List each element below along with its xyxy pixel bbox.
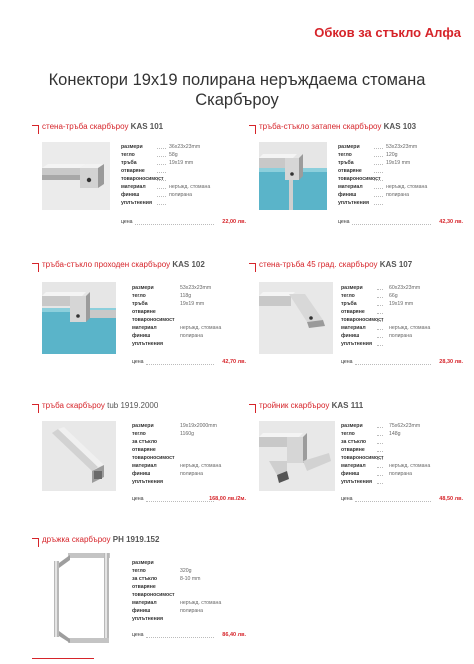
spec-label: уплътнения — [132, 616, 164, 622]
spec-label: уплътнения — [341, 341, 373, 347]
product-header — [249, 401, 464, 413]
dot-leader — [157, 156, 166, 157]
product-header — [32, 401, 247, 413]
spec-value: неръжд. стомана — [386, 184, 428, 190]
page-title-line-2: Скарбъроу — [195, 91, 279, 109]
spec-row — [132, 567, 246, 575]
spec-row — [121, 199, 246, 207]
spec-label: уплътнения — [341, 479, 373, 485]
product-image — [42, 551, 114, 647]
spec-label: размери — [341, 423, 363, 429]
spec-label: товароносимост — [132, 455, 175, 461]
price-row: цена 22,00 лв. — [121, 219, 246, 225]
spec-row — [132, 615, 246, 623]
spec-label: уплътнения — [132, 479, 164, 485]
spec-label: финиш — [132, 608, 151, 614]
dot-leader — [377, 297, 383, 298]
dot-leader — [377, 475, 383, 476]
spec-label: материал — [132, 463, 157, 469]
product-code: KAS 102 — [172, 260, 205, 269]
dot-leader — [374, 204, 383, 205]
product-header — [32, 122, 247, 134]
spec-label: товароносимост — [341, 317, 384, 323]
spec-label: финиш — [338, 192, 357, 198]
dot-leader — [157, 148, 166, 149]
dot-leader — [374, 148, 383, 149]
spec-row — [341, 478, 463, 486]
spec-value: 66g — [389, 293, 398, 299]
price-value: 168,00 лв./2м. — [209, 496, 246, 502]
price-value: 22,00 лв. — [222, 219, 246, 225]
product-card — [32, 122, 247, 247]
dot-leader — [157, 188, 166, 189]
spec-row — [132, 470, 246, 478]
product-card — [32, 401, 247, 526]
spec-label: отваряне — [338, 168, 362, 174]
price-value: 28,30 лв. — [439, 359, 463, 365]
spec-label: уплътнения — [132, 341, 164, 347]
spec-label: товароносимост — [338, 176, 381, 182]
spec-row — [341, 462, 463, 470]
page-title — [0, 70, 474, 110]
spec-value: 118g — [180, 293, 192, 299]
dot-leader — [377, 467, 383, 468]
dot-leader — [377, 443, 383, 444]
spec-label: материал — [132, 600, 157, 606]
spec-row — [121, 175, 246, 183]
dot-leader — [374, 196, 383, 197]
price-value: 86,40 лв. — [222, 632, 246, 638]
dot-leader — [157, 180, 166, 181]
spec-label: материал — [132, 325, 157, 331]
spec-value: полирана — [389, 333, 413, 339]
spec-label: финиш — [341, 333, 360, 339]
spec-row — [338, 175, 463, 183]
spec-label: товароносимост — [341, 455, 384, 461]
spec-row — [132, 284, 246, 292]
spec-row — [132, 316, 246, 324]
spec-table — [341, 422, 463, 486]
spec-row — [341, 446, 463, 454]
dot-leader — [377, 289, 383, 290]
product-image — [259, 142, 327, 210]
spec-label: тръба — [338, 160, 354, 166]
spec-row — [132, 438, 246, 446]
price-value: 42,70 лв. — [222, 359, 246, 365]
spec-row — [338, 159, 463, 167]
spec-value: 19x19 mm — [389, 301, 414, 307]
dot-leader — [377, 427, 383, 428]
spec-value: неръжд. стомана — [180, 463, 222, 469]
spec-value: 19x19 mm — [386, 160, 411, 166]
spec-label: за стъкло — [341, 439, 367, 445]
spec-value: 19x19x2000mm — [180, 423, 217, 429]
dot-leader — [157, 172, 166, 173]
spec-label: тръба — [132, 301, 148, 307]
spec-row — [132, 559, 246, 567]
dot-leader — [374, 180, 383, 181]
price-row: цена 168,00 лв./2м. — [132, 496, 246, 502]
spec-table — [132, 284, 246, 348]
spec-row — [338, 151, 463, 159]
spec-label: размери — [338, 144, 360, 150]
product-name: тръба скарбъроу — [42, 401, 105, 410]
product-header — [249, 260, 464, 272]
spec-label: размери — [132, 560, 154, 566]
spec-label: размери — [341, 285, 363, 291]
spec-row — [132, 462, 246, 470]
spec-table — [338, 143, 463, 207]
spec-row — [338, 183, 463, 191]
spec-row — [121, 159, 246, 167]
spec-value: 320g — [180, 568, 192, 574]
dot-leader — [377, 337, 383, 338]
spec-label: материал — [338, 184, 363, 190]
spec-row — [338, 167, 463, 175]
spec-row — [132, 324, 246, 332]
spec-value: 53x23x23mm — [180, 285, 212, 291]
spec-row — [121, 143, 246, 151]
spec-row — [132, 478, 246, 486]
spec-value: неръжд. стомана — [389, 325, 431, 331]
spec-row — [132, 575, 246, 583]
product-card — [249, 122, 464, 247]
spec-label: товароносимост — [121, 176, 164, 182]
spec-label: тегло — [132, 293, 146, 299]
product-name: тръба-стъкло затапен скарбъроу — [259, 122, 382, 131]
page-title-line-1: Конектори 19х19 полирана неръждаема стомана — [48, 71, 426, 89]
spec-label: уплътнения — [121, 200, 153, 206]
dot-leader — [157, 164, 166, 165]
spec-row — [132, 300, 246, 308]
dot-leader — [377, 459, 383, 460]
dot-leader — [157, 204, 166, 205]
spec-label: тръба — [341, 301, 357, 307]
dot-leader — [374, 156, 383, 157]
spec-label: материал — [341, 325, 366, 331]
spec-value: полирана — [169, 192, 193, 198]
spec-row — [132, 591, 246, 599]
spec-row — [341, 422, 463, 430]
spec-label: тегло — [132, 568, 146, 574]
spec-row — [341, 300, 463, 308]
spec-row — [132, 607, 246, 615]
dot-leader — [377, 329, 383, 330]
product-image — [259, 421, 335, 491]
spec-table — [132, 422, 246, 486]
spec-row — [341, 430, 463, 438]
spec-label: размери — [132, 423, 154, 429]
footer-divider — [32, 658, 94, 659]
spec-value: 36x23x23mm — [169, 144, 201, 150]
price-row: цена 42,70 лв. — [132, 359, 246, 365]
brand-title: Обков за стъкло Алфа — [314, 25, 461, 40]
product-header — [32, 535, 247, 547]
spec-value: 120g — [386, 152, 398, 158]
spec-label: отваряне — [121, 168, 145, 174]
spec-label: финиш — [132, 333, 151, 339]
price-value: 48,50 лв. — [439, 496, 463, 502]
spec-value: 58g — [169, 152, 178, 158]
spec-label: финиш — [121, 192, 140, 198]
spec-row — [132, 583, 246, 591]
dot-leader — [377, 483, 383, 484]
spec-value: 53x23x23mm — [386, 144, 418, 150]
spec-value: 1160g — [180, 431, 195, 437]
product-name: стена-тръба скарбъроу — [42, 122, 129, 131]
spec-value: 75x62x23mm — [389, 423, 421, 429]
product-code: tub 1919.2000 — [107, 401, 159, 410]
dot-leader — [377, 321, 383, 322]
spec-label: за стъкло — [132, 576, 158, 582]
spec-value: полирана — [386, 192, 410, 198]
spec-label: материал — [341, 463, 366, 469]
spec-row — [132, 446, 246, 454]
spec-row — [132, 340, 246, 348]
product-card — [249, 401, 464, 526]
spec-value: 19x19 mm — [169, 160, 194, 166]
spec-value: неръжд. стомана — [169, 184, 211, 190]
spec-label: отваряне — [132, 584, 156, 590]
spec-row — [132, 454, 246, 462]
spec-value: 60x23x23mm — [389, 285, 421, 291]
spec-table — [132, 559, 246, 623]
spec-label: уплътнения — [338, 200, 370, 206]
spec-value: полирана — [180, 471, 204, 477]
spec-label: материал — [121, 184, 146, 190]
product-card — [249, 260, 464, 385]
spec-label: отваряне — [132, 447, 156, 453]
spec-row — [121, 183, 246, 191]
dot-leader — [157, 196, 166, 197]
dot-leader — [374, 164, 383, 165]
dot-leader — [377, 313, 383, 314]
spec-label: отваряне — [341, 447, 365, 453]
spec-label: тегло — [132, 431, 146, 437]
dot-leader — [377, 451, 383, 452]
product-image — [42, 421, 116, 491]
spec-label: тегло — [121, 152, 135, 158]
spec-value: полирана — [389, 471, 413, 477]
spec-row — [132, 430, 246, 438]
product-code: KAS 101 — [130, 122, 164, 131]
dot-leader — [377, 305, 383, 306]
spec-row — [132, 292, 246, 300]
product-name: тройник скарбъроу — [259, 401, 330, 410]
spec-label: размери — [121, 144, 143, 150]
spec-label: за стъкло — [132, 439, 158, 445]
spec-row — [132, 308, 246, 316]
spec-row — [132, 332, 246, 340]
spec-row — [341, 308, 463, 316]
spec-value: неръжд. стомана — [180, 325, 222, 331]
spec-row — [341, 438, 463, 446]
price-row: цена 86,40 лв. — [132, 632, 246, 638]
spec-label: товароносимост — [132, 592, 175, 598]
price-row: цена 42,30 лв. — [338, 219, 463, 225]
spec-row — [132, 599, 246, 607]
price-value: 42,30 лв. — [439, 219, 463, 225]
spec-value: 8-10 mm — [180, 576, 201, 582]
product-image — [259, 282, 333, 354]
dot-leader — [377, 435, 383, 436]
product-code: KAS 107 — [379, 260, 413, 269]
spec-row — [121, 151, 246, 159]
dot-leader — [374, 188, 383, 189]
spec-row — [341, 292, 463, 300]
spec-label: тегло — [341, 431, 355, 437]
spec-value: полирана — [180, 333, 204, 339]
product-name: дръжка скарбъроу — [42, 535, 111, 544]
product-image — [42, 142, 110, 210]
spec-label: тръба — [121, 160, 137, 166]
spec-row — [341, 454, 463, 462]
spec-label: отваряне — [132, 309, 156, 315]
spec-table — [121, 143, 246, 207]
spec-row — [341, 284, 463, 292]
price-row: цена 48,50 лв. — [341, 496, 463, 502]
product-code: KAS 111 — [331, 401, 364, 410]
spec-row — [341, 324, 463, 332]
spec-row — [341, 340, 463, 348]
product-header — [32, 260, 247, 272]
product-code: KAS 103 — [383, 122, 417, 131]
product-header — [249, 122, 464, 134]
dot-leader — [374, 172, 383, 173]
spec-row — [341, 316, 463, 324]
spec-value: неръжд. стомана — [389, 463, 431, 469]
price-row: цена 28,30 лв. — [341, 359, 463, 365]
spec-value: 19x19 mm — [180, 301, 205, 307]
spec-label: тегло — [338, 152, 352, 158]
spec-label: тегло — [341, 293, 355, 299]
spec-label: товароносимост — [132, 317, 175, 323]
spec-row — [338, 199, 463, 207]
spec-row — [341, 470, 463, 478]
product-code: PH 1919.152 — [112, 535, 160, 544]
spec-table — [341, 284, 463, 348]
spec-label: финиш — [132, 471, 151, 477]
spec-value: полирана — [180, 608, 204, 614]
spec-label: отваряне — [341, 309, 365, 315]
spec-row — [341, 332, 463, 340]
spec-row — [338, 143, 463, 151]
product-name: тръба-стъкло проходен скарбъроу — [42, 260, 171, 269]
spec-label: финиш — [341, 471, 360, 477]
spec-row — [132, 422, 246, 430]
dot-leader — [377, 345, 383, 346]
product-image — [42, 282, 116, 354]
spec-row — [338, 191, 463, 199]
spec-value: 148g — [389, 431, 401, 437]
product-name: стена-тръба 45 град. скарбъроу — [259, 260, 378, 269]
product-card — [32, 260, 247, 385]
spec-label: размери — [132, 285, 154, 291]
product-card — [32, 535, 247, 655]
spec-value: неръжд. стомана — [180, 600, 222, 606]
spec-row — [121, 167, 246, 175]
spec-row — [121, 191, 246, 199]
